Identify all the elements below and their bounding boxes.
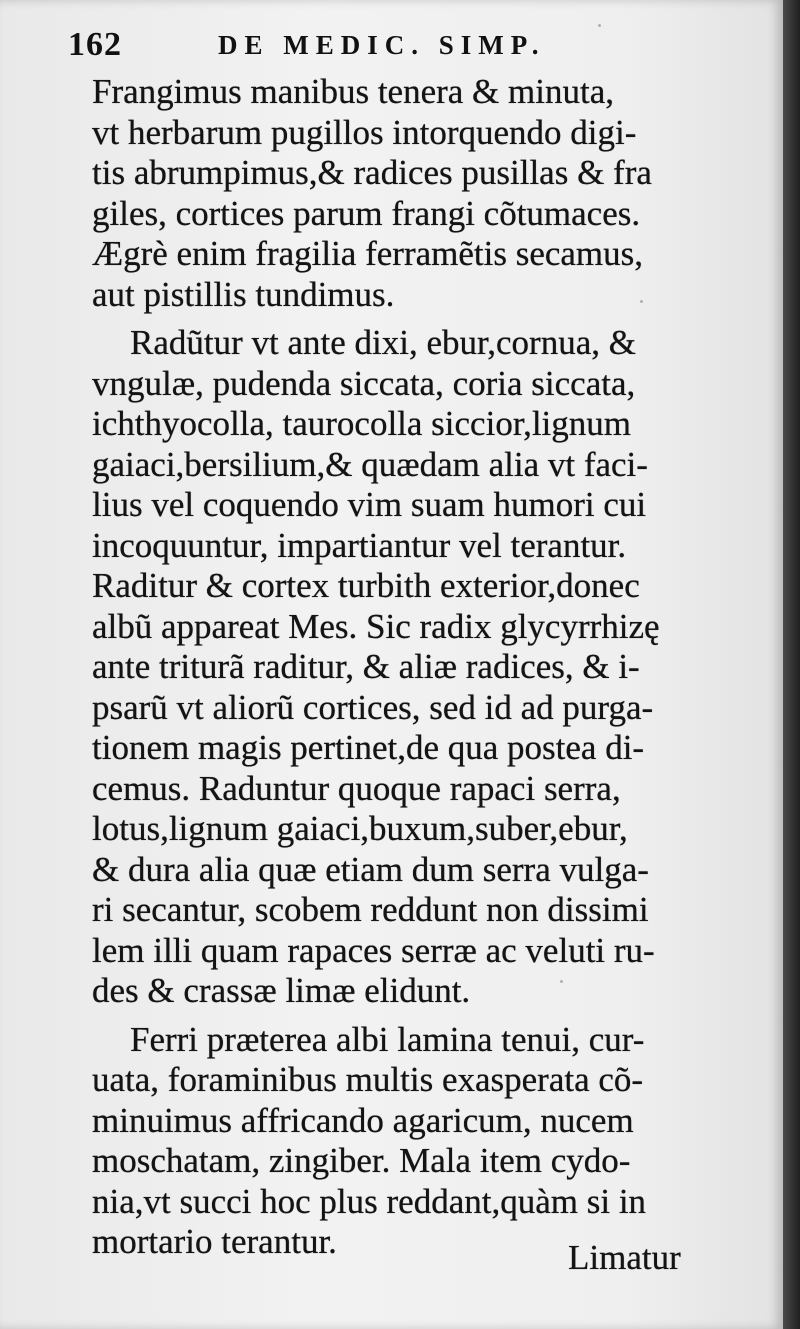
text-line: uata, foraminibus multis exasperata cõ- bbox=[92, 1060, 644, 1099]
text-line: cemus. Raduntur quoque rapaci serra, bbox=[92, 768, 621, 808]
text-line: nia,vt succi hoc plus reddant,quàm si in bbox=[92, 1181, 647, 1221]
text-line: albũ appareat Mes. Sic radix glycyrrhizę bbox=[92, 606, 660, 646]
text-line: lem illi quam rapaces serræ ac veluti ru- bbox=[92, 930, 655, 970]
text-line: incoquuntur, impartiantur vel terantur. bbox=[92, 525, 627, 565]
text-line: lius vel coquendo vim suam humori cui bbox=[92, 485, 647, 524]
text-line: Radũtur vt ante dixi, ebur,cornua, & bbox=[130, 323, 636, 362]
catchword: Limatur bbox=[568, 1238, 681, 1277]
text-line: minuimus affricando agaricum, nucem bbox=[92, 1100, 634, 1140]
text-line: lotus,lignum gaiaci,buxum,suber,ebur, bbox=[92, 809, 628, 848]
text-line: ichthyocolla, taurocolla siccior,lignum bbox=[92, 404, 631, 443]
text-line: ante triturã raditur, & aliæ radices, & i- bbox=[92, 647, 640, 686]
text-line: moschatam, zingiber. Mala item cydo- bbox=[92, 1141, 631, 1180]
page-number: 162 bbox=[68, 26, 122, 63]
text-line: gaiaci,bersilium,& quædam alia vt faci- bbox=[92, 444, 648, 484]
page-header bbox=[68, 26, 628, 66]
text-line: des & crassæ limæ elidunt. bbox=[92, 971, 471, 1010]
text-line: vt herbarum pugillos intorquendo digi- bbox=[92, 112, 637, 152]
text-line: psarũ vt aliorũ cortices, sed id ad purga- bbox=[92, 687, 654, 727]
text-line: tionem magis pertinet,de qua postea di- bbox=[92, 728, 645, 767]
page-edge-shadow bbox=[783, 0, 800, 1329]
text-line: vngulæ, pudenda siccata, coria siccata, bbox=[92, 363, 636, 403]
text-line: Ferri præterea albi lamina tenui, cur- bbox=[130, 1019, 645, 1059]
text-line: Ægrè enim fragilia ferramẽtis secamus, bbox=[92, 234, 644, 273]
text-line: & dura alia quæ etiam dum serra vulga- bbox=[92, 849, 649, 889]
text-line: Raditur & cortex turbith exterior,donec bbox=[92, 566, 640, 605]
running-head: DE MEDIC. SIMP. bbox=[218, 30, 546, 60]
text-line: tis abrumpimus,& radices pusillas & fra bbox=[92, 153, 652, 192]
text-line: aut pistillis tundimus. bbox=[92, 274, 395, 314]
text-line: giles, cortices parum frangi cõtumaces. bbox=[92, 193, 641, 233]
text-line: ri secantur, scobem reddunt non dissimi bbox=[92, 890, 649, 929]
text-line: Frangimus manibus tenera & minuta, bbox=[92, 72, 614, 111]
body-text bbox=[92, 72, 712, 1263]
text-line: mortario terantur. bbox=[92, 1222, 337, 1261]
